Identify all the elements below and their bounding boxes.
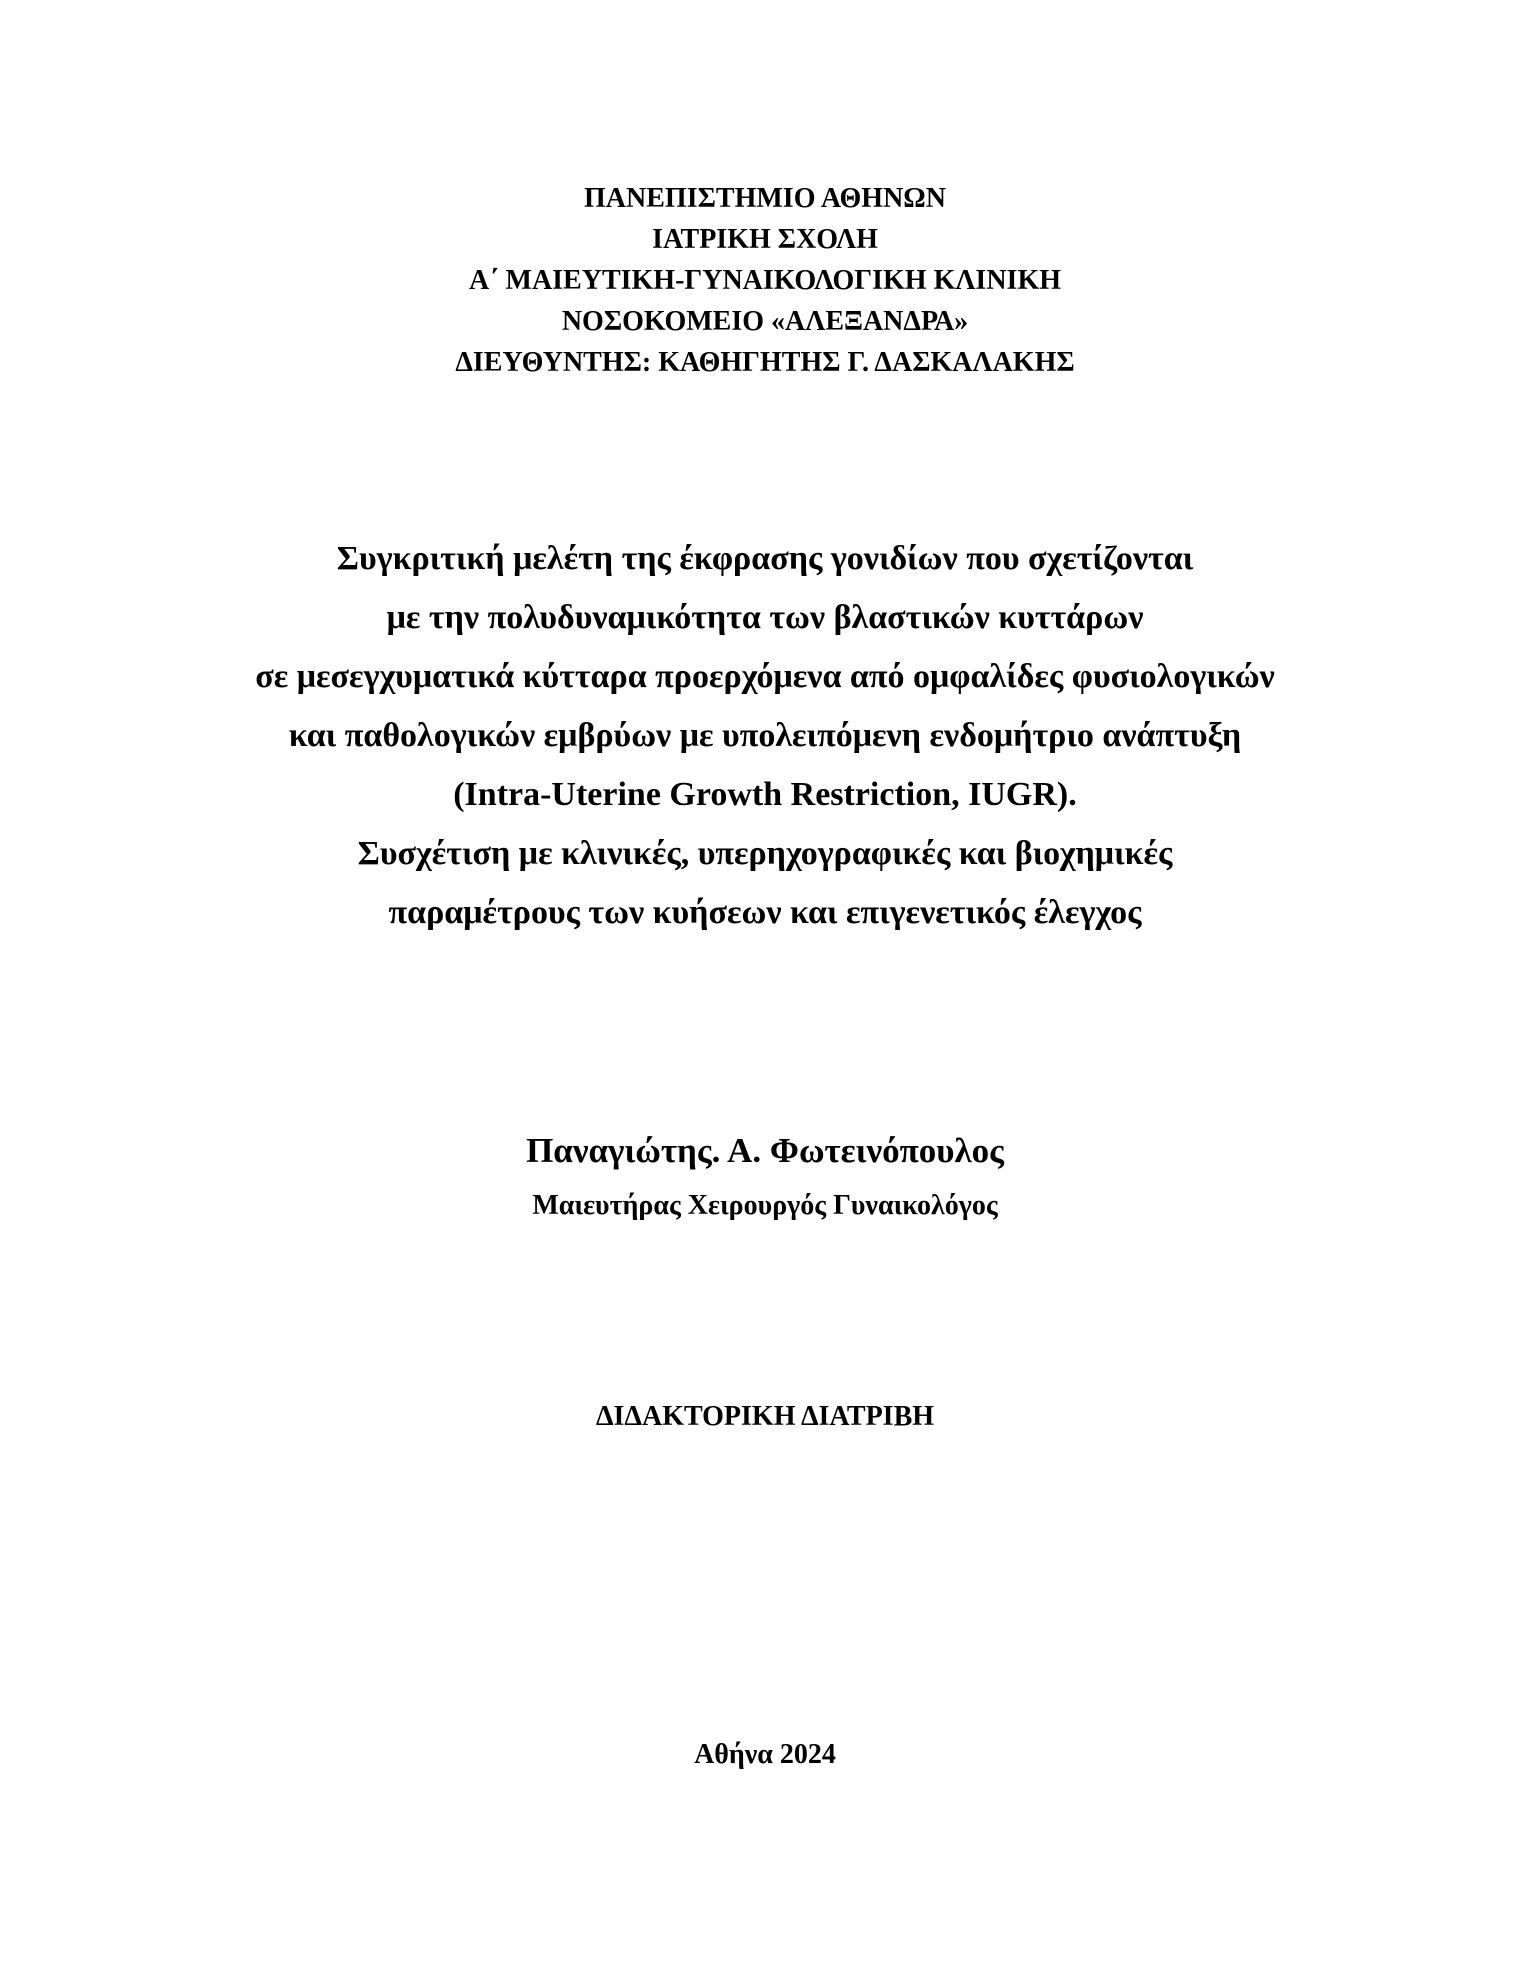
title-line: και παθολογικών εμβρύων με υπολειπόμενη ενδομήτριο ανάπτυξη <box>288 717 1242 754</box>
title-line: σε μεσεγχυματικά κύτταρα προερχόμενα από ομφαλίδες φυσιολογικών <box>255 658 1275 695</box>
title-line: Συσχέτιση με κλινικές, υπερηχογραφικές και βιοχημικές <box>357 835 1173 872</box>
author-name: Παναγιώτης. Α. Φωτεινόπουλος <box>526 1131 1004 1170</box>
header-line-hospital: ΝΟΣΟΚΟΜΕΙΟ «ΑΛΕΞΑΝΔΡΑ» <box>561 306 969 337</box>
header-line-university: ΠΑΝΕΠΙΣΤΗΜΙΟ ΑΘΗΝΩΝ <box>584 183 946 214</box>
place-year: Αθήνα 2024 <box>694 1739 836 1770</box>
title-line: Συγκριτική μελέτη της έκφρασης γονιδίων που σχετίζονται <box>336 540 1194 577</box>
title-line: με την πολυδυναμικότητα των βλαστικών κυττάρων <box>386 599 1144 636</box>
header-line-school: ΙΑΤΡΙΚΗ ΣΧΟΛΗ <box>652 224 878 255</box>
title-line: παραμέτρους των κυήσεων και επιγενετικός έλεγχος <box>388 894 1142 931</box>
header-line-director: ΔΙΕΥΘΥΝΤΗΣ: ΚΑΘΗΓΗΤΗΣ Γ. ΔΑΣΚΑΛΑΚΗΣ <box>455 347 1075 378</box>
thesis-title <box>0 529 1530 942</box>
author-role: Μαιευτήρας Χειρουργός Γυναικολόγος <box>532 1190 998 1221</box>
title-line: (Intra-Uterine Growth Restriction, IUGR). <box>453 776 1077 813</box>
header-line-clinic: Α΄ ΜΑΙΕΥΤΙΚΗ-ΓΥΝΑΙΚΟΛΟΓΙΚΗ ΚΛΙΝΙΚΗ <box>468 265 1062 296</box>
institution-header <box>0 178 1530 383</box>
document-type: ΔΙΔΑΚΤΟΡΙΚΗ ΔΙΑΤΡΙΒΗ <box>595 1401 935 1432</box>
